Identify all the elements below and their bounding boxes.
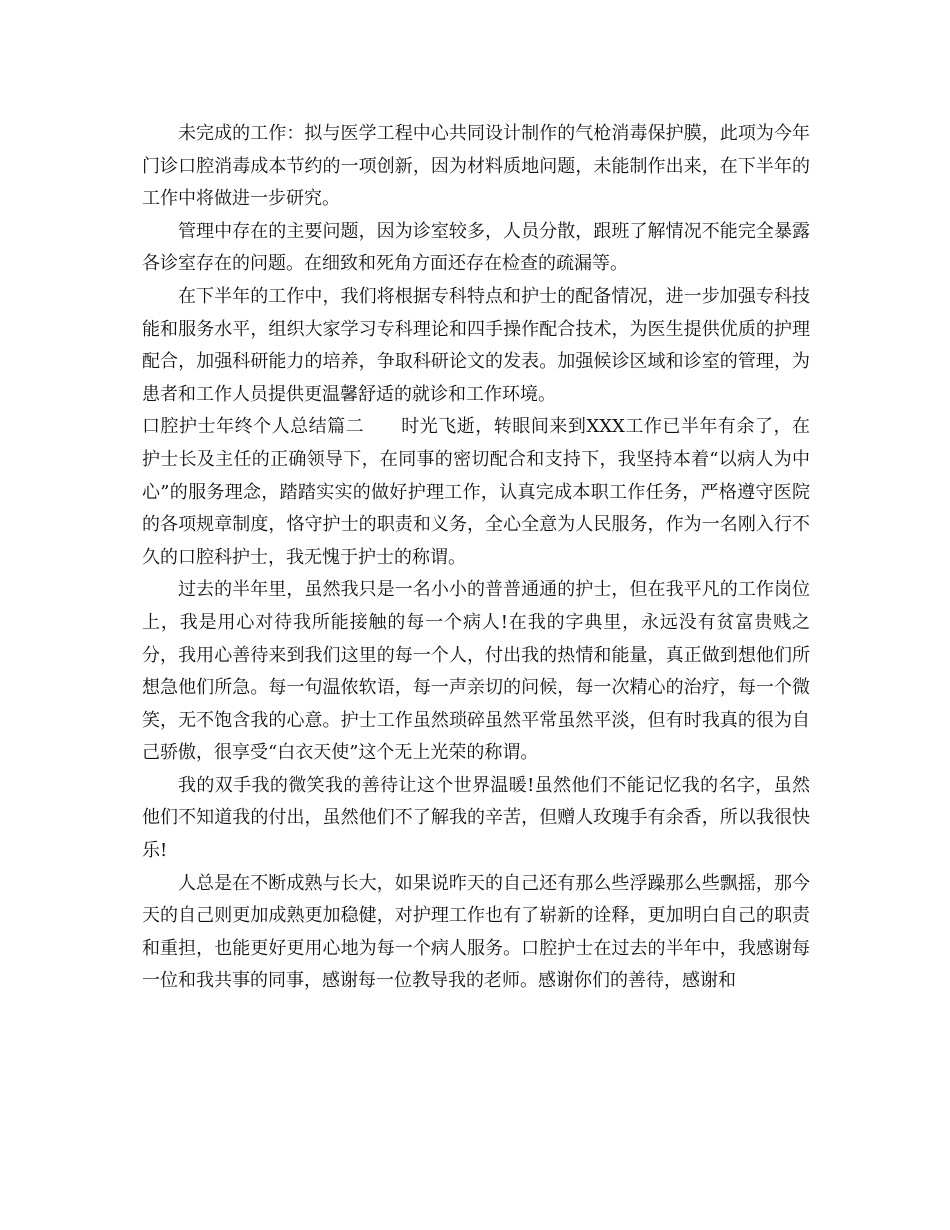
paragraph-summary-part-two: 口腔护士年终个人总结篇二 时光飞逝，转眼间来到XXX工作已半年有余了，在护士长及主任的正确领导下，在同事的密切配合和支持下，我坚持本着“以病人为中心”的服务理念，踏踏实实的做好护理工作，认真完成本职工作任务，严格遵守医院的各项规章制度，恪守护士的职责和义务，全心全意为人民服务，作为一名刚入行不久的口腔科护士，我无愧于护士的称谓。 <box>142 416 810 568</box>
paragraph-second-half-plan: 在下半年的工作中，我们将根据专科特点和护士的配备情况，进一步加强专科技能和服务水平，组织大家学习专科理论和四手操作配合技术，为医生提供优质的护理配合，加强科研能力的培养，争取科研论文的发表。加强候诊区域和诊室的管理，为患者和工作人员提供更温馨舒适的就诊和工作环境。 <box>142 285 810 405</box>
paragraph-past-half-year: 过去的半年里，虽然我只是一名小小的普普通通的护士，但在我平凡的工作岗位上，我是用心对待我所能接触的每一个病人!在我的字典里，永远没有贫富贵贱之分，我用心善待来到我们这里的每一个人，付出我的热情和能量，真正做到想他们所想急他们所急。每一句温侬软语，每一声亲切的问候，每一次精心的治疗，每一个微笑，无不饱含我的心意。护士工作虽然琐碎虽然平常虽然平淡，但有时我真的很为自己骄傲，很享受“白衣天使”这个无上光荣的称谓。 <box>142 579 810 764</box>
paragraph-unfinished-work: 未完成的工作：拟与医学工程中心共同设计制作的气枪消毒保护膜，此项为今年门诊口腔消毒成本节约的一项创新，因为材料质地问题，未能制作出来，在下半年的工作中将做进一步研究。 <box>142 123 810 210</box>
paragraph-growth-gratitude: 人总是在不断成熟与长大，如果说昨天的自己还有那么些浮躁那么些飘摇，那今天的自己则更加成熟更加稳健，对护理工作也有了崭新的诠释，更加明白自己的职责和重担，也能更好更用心地为每一个病人服务。口腔护士在过去的半年中，我感谢每一位和我共事的同事，感谢每一位教导我的老师。感谢你们的善待，感谢和 <box>142 872 810 992</box>
document-page <box>142 118 810 998</box>
paragraph-management-issues: 管理中存在的主要问题，因为诊室较多，人员分散，跟班了解情况不能完全暴露各诊室存在的问题。在细致和死角方面还存在检查的疏漏等。 <box>142 220 810 275</box>
paragraph-warm-world: 我的双手我的微笑我的善待让这个世界温暖!虽然他们不能记忆我的名字，虽然他们不知道我的付出，虽然他们不了解我的辛苦，但赠人玫瑰手有余香，所以我很快乐! <box>142 774 810 862</box>
